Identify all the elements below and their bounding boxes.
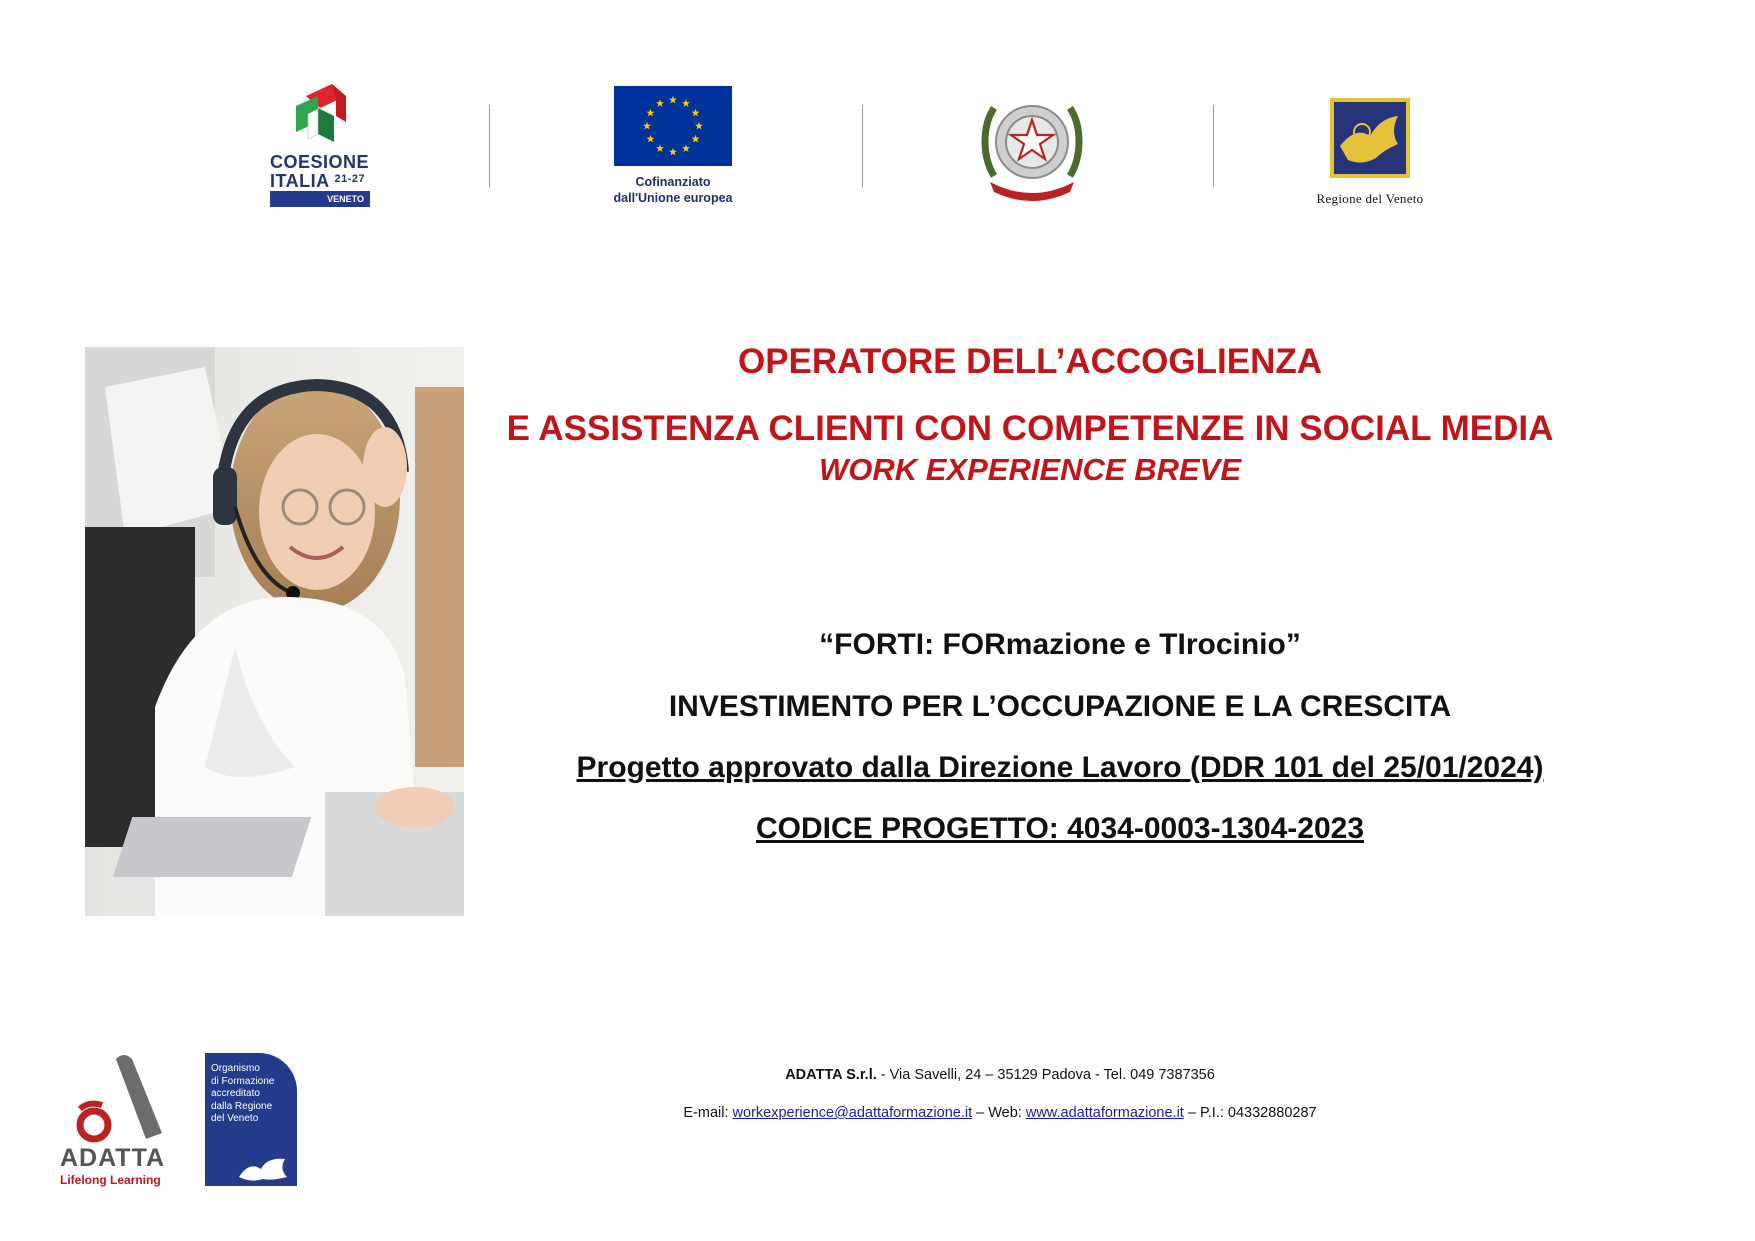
investment-line: INVESTIMENTO PER L’OCCUPAZIONE E LA CRESCITA — [668, 690, 1452, 723]
eu-cofinanced-text — [608, 174, 738, 206]
eu-cofinanced-logo — [608, 86, 738, 211]
website-link[interactable]: www.adattaformazione.it — [1025, 1105, 1184, 1121]
course-title-line2: E ASSISTENZA CLIENTI CON COMPETENZE IN SOCIAL MEDIA — [506, 409, 1554, 448]
logo-divider — [862, 105, 863, 187]
adatta-tagline: Lifelong Learning — [60, 1173, 161, 1187]
company-address: - Via Savelli, 24 – 35129 Padova - Tel. 049 7387356 — [876, 1067, 1215, 1083]
footer-address — [500, 1067, 1500, 1083]
course-title-line1: OPERATORE DELL’ACCOGLIENZA — [737, 342, 1322, 381]
organismo-line: di Formazione — [211, 1075, 275, 1087]
approval-line: Progetto approvato dalla Direzione Lavoro (DDR 101 del 25/01/2024) — [576, 751, 1544, 784]
email-link[interactable]: workexperience@adattaformazione.it — [732, 1105, 973, 1121]
adatta-name: ADATTA — [60, 1144, 166, 1172]
course-subtitle: WORK EXPERIENCE BREVE — [818, 452, 1241, 487]
organismo-formazione-badge — [205, 1053, 297, 1186]
coesione-cube-icon — [288, 82, 358, 148]
logo-divider — [489, 105, 490, 187]
organismo-line: Organismo — [211, 1063, 260, 1074]
project-name: “FORTI: FORmazione e TIrocinio” — [819, 628, 1301, 661]
eu-line1: Cofinanziato — [635, 175, 711, 189]
eu-line2: dall'Unione europea — [613, 191, 733, 205]
footer-contacts — [500, 1105, 1500, 1121]
logo-divider — [1213, 105, 1214, 187]
organismo-text — [211, 1063, 295, 1126]
repubblica-italiana-emblem — [980, 86, 1084, 204]
operator-photo — [85, 347, 464, 916]
regione-veneto-label: Regione del Veneto — [1316, 191, 1424, 206]
email-label: E-mail: — [683, 1105, 733, 1121]
coesione-italia-logo — [266, 82, 378, 212]
organismo-line: del Veneto — [211, 1113, 259, 1124]
call-center-operator-image — [85, 347, 464, 916]
adatta-logo-icon — [58, 1053, 178, 1145]
repubblica-emblem-icon — [980, 86, 1084, 204]
veneto-lion-icon — [1328, 96, 1412, 180]
eu-flag-icon — [614, 86, 732, 166]
web-label: – Web: — [972, 1105, 1026, 1121]
veneto-lion-mark-icon — [235, 1153, 295, 1183]
coesione-years: 21-27 — [334, 173, 366, 185]
coesione-veneto-band: VENETO — [270, 191, 370, 207]
regione-veneto-logo — [1295, 96, 1445, 206]
company-name: ADATTA S.r.l. — [785, 1067, 877, 1083]
coesione-italia-text: ITALIA — [270, 171, 329, 191]
organismo-line: dalla Regione — [211, 1100, 273, 1112]
coesione-line2 — [270, 171, 365, 192]
vat-number: – P.I.: 04332880287 — [1183, 1105, 1317, 1121]
coesione-line1: COESIONE — [270, 152, 370, 172]
adatta-logo — [58, 1053, 188, 1188]
project-code: CODICE PROGETTO: 4034-0003-1304-2023 — [755, 812, 1365, 845]
organismo-line: accreditato — [211, 1088, 260, 1099]
